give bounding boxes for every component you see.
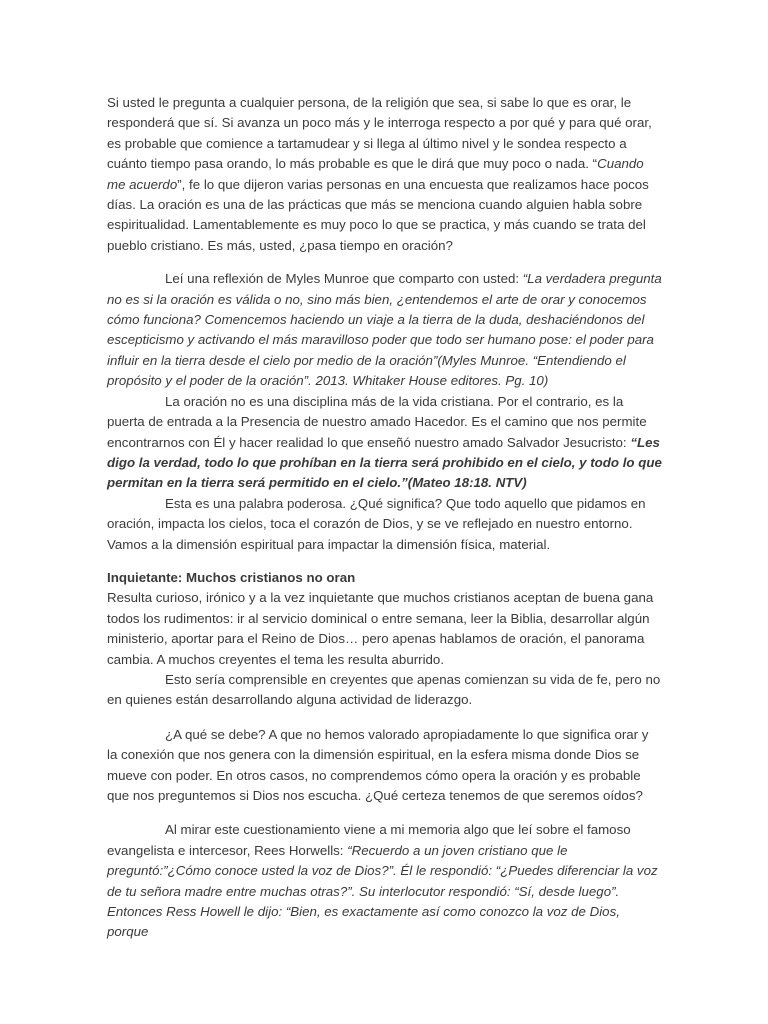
paragraph-palabra: Esta es una palabra poderosa. ¿Qué significa? Que todo aquello que pidamos en oración, impacta los cielos, toca el corazón de Dios, y se ve reflejado en nuestro entorno. Vamos a la dimensión espiritual para impactar la dimensión física, material. xyxy=(107,495,646,552)
intro-text: Si usted le pregunta a cualquier persona, de la religión que sea, si sabe lo que es orar, le responderá que sí. Si avanza un poco más y le interroga respecto a por qué y para qué orar, es probable que comience a tartamudear y si llega al último nivel y le sondea respecto a cuánto tiempo pasa orando, lo más probable es que le dirá que muy poco o nada. “ xyxy=(107,95,652,172)
paragraph-comprensible: Esto sería comprensible en creyentes que apenas comienzan su vida de fe, pero no en quienes están desarrollando alguna actividad de liderazgo. xyxy=(107,671,661,708)
paragraph-curioso: Resulta curioso, irónico y a la vez inquietante que muchos cristianos aceptan de buena gana todos los rudimentos: ir al servicio dominical o entre semana, leer la Biblia, desarrollar algún ministerio, aportar para el Reino de Dios… pero apenas hablamos de oración, el panorama cambia. A muchos creyentes el tema les resulta aburrido. xyxy=(107,590,654,667)
horwells-intro: Al mirar este cuestionamiento viene a mi memoria algo que leí sobre el famoso evangelista e intercesor, Rees Horwells: xyxy=(107,822,631,858)
horwells-quote: “Recuerdo a un joven cristiano que le preguntó:”¿Cómo conoce usted la voz de Dios?”. Él le respondió: “¿Puedes diferenciar la voz de tu señora madre entre muchas otras?”. Su interlocutor respondió: “Sí, desde luego”. Entonces Ress Howell le dijo: “Bien, es exactamente así como conozco la voz de Dios, porque xyxy=(107,842,658,940)
munroe-intro: Leí una reflexión de Myles Munroe que comparto con usted: xyxy=(165,271,523,287)
section-heading: Inquietante: Muchos cristianos no oran xyxy=(107,569,356,585)
paragraph-a-que-se-debe: ¿A qué se debe? A que no hemos valorado apropiadamente lo que significa orar y la conexión que nos genera con la dimensión espiritual, en la esfera misma donde Dios se mueve con poder. En otros casos, no comprendemos cómo opera la oración y es probable que nos preguntemos si Dios nos escucha. ¿Qué certeza tenemos de que seremos oídos? xyxy=(107,726,649,803)
paragraph-horwells xyxy=(107,820,662,942)
mateo-quote: “Les digo la verdad, todo lo que prohíban en la tierra será prohibido en el cielo, y todo lo que permitan en la tierra será permitido en el cielo.”(Mateo 18:18. NTV) xyxy=(107,434,662,491)
oracion-text: La oración no es una disciplina más de la vida cristiana. Por el contrario, es la puerta de entrada a la Presencia de nuestro amado Hacedor. Es el camino que nos permite encontrarnos con Él y hacer realidad lo que enseñó nuestro amado Salvador Jesucristo: xyxy=(107,393,647,450)
intro-quote: Cuando me acuerdo xyxy=(107,156,644,192)
intro-text-end: ”, fe lo que dijeron varias personas en una encuesta que realizamos hace pocos días. La oración es una de las prácticas que más se menciona cuando alguien habla sobre espiritualidad. Lamentablemente es muy poco lo que se practica, y más cuando se trata del pueblo cristiano. Es más, usted, ¿pasa tiempo en oración? xyxy=(107,176,649,253)
munroe-quote: “La verdadera pregunta no es si la oración es válida o no, sino más bien, ¿entendemos el arte de orar y conocemos cómo funciona? Comencemos haciendo un viaje a la tierra de la duda, deshaciéndonos del escepticismo y activando el más maravilloso poder que todo ser humano pose: el poder para influir en la tierra desde el cielo por medio de la oración”(Myles Munroe. “Entendiendo el propósito y el poder de la oración”. 2013. Whitaker House editores. Pg. 10) xyxy=(107,271,662,389)
paragraph-oracion xyxy=(107,392,662,494)
paragraph-munroe xyxy=(107,269,662,391)
document-body xyxy=(107,93,662,943)
paragraph-intro xyxy=(107,93,662,256)
